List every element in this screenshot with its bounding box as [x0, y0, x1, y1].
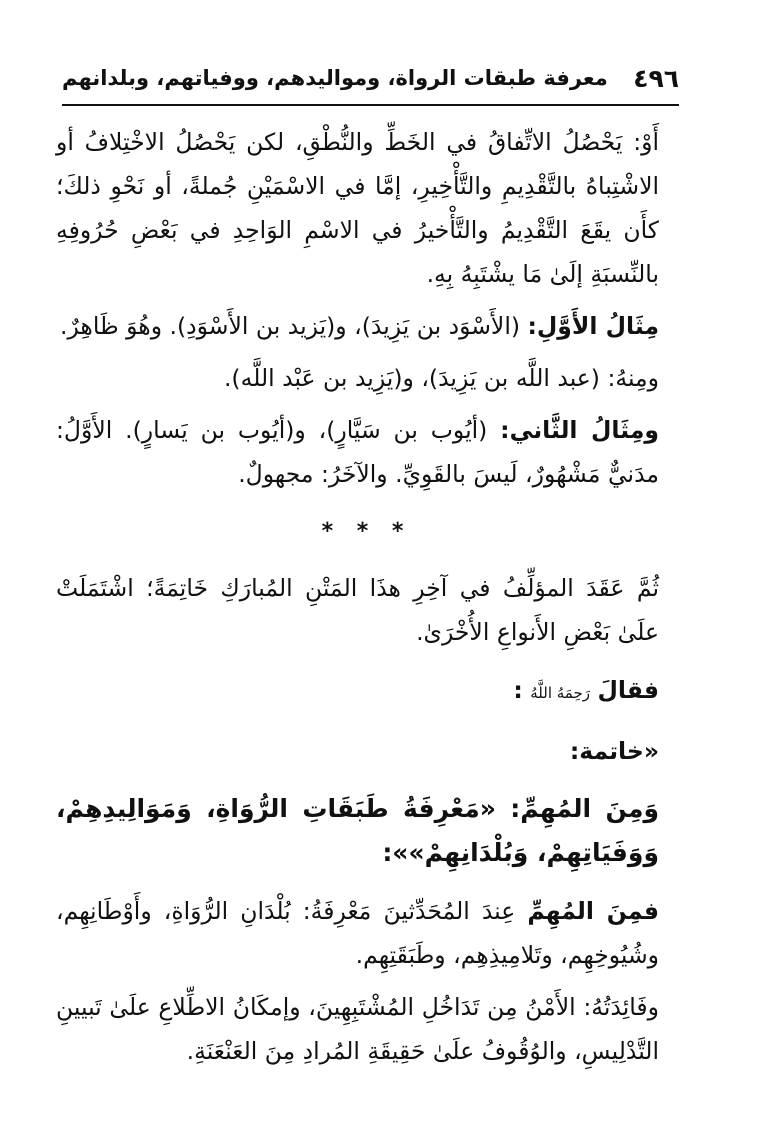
- page-body: [56, 120, 677, 1073]
- paragraph-benefit: وفَائِدَتُهُ: الأَمْنُ مِن تَدَاخُلِ المُشْتَبِهِينَ، وإمكَانُ الاطِّلاعِ علَىٰ تَبيينِ التَّدْلِيسِ، والوُقُوفُ علَىٰ حَقِيقَةِ المُرادِ مِنَ العَنْعَنَةِ.: [56, 993, 659, 1065]
- second-example-label: ومِثَالُ الثَّاني:: [500, 416, 659, 444]
- important-label: فمِنَ المُهِمِّ: [527, 897, 660, 925]
- honorific: رَحِمَهُ اللَّهُ: [530, 684, 590, 702]
- paragraph-author-said: [56, 668, 677, 715]
- first-example-label: مِثَالُ الأَوَّلِ:: [527, 312, 659, 340]
- page-header: [62, 58, 679, 98]
- conclusion-heading: «خاتمة:: [569, 737, 659, 765]
- author-said-colon: :: [513, 676, 523, 704]
- matn-quote: وَمِنَ المُهِمِّ: «مَعْرِفَةُ طَبَقَاتِ الرُّوَاةِ، وَمَوَالِيدِهِمْ، وَوَفَيَاتِهِمْ، وَبُلْدَانِهِمْ»»:: [56, 794, 659, 867]
- paragraph-conclusion-intro: ثُمَّ عَقَدَ المؤلِّفُ في آخِرِ هذَا المَتْنِ المُبارَكِ خَاتِمَةً؛ اشْتَمَلَتْ علَىٰ بَعْضِ الأَنواعِ الأُخْرَىٰ.: [56, 574, 659, 646]
- paragraph-definition: أَوْ: يَحْصُلُ الاتِّفاقُ في الخَطِّ والنُّطْقِ، لكن يَحْصُلُ الاخْتِلافُ أو الاشْتِباهُ بالتَّقْدِيمِ والتَّأْخِيرِ، إمَّا في الاسْمَيْنِ جُملةً، أو نَحْوِ ذلكَ؛ كأَن يقَعَ التَّقْدِيمُ والتَّأْخيرُ في الاسْمِ الوَاحِدِ في بَعْضِ حُرُوفِهِ بالنِّسبَةِ إلَىٰ مَا يشْتَبِهُ بِهِ.: [56, 128, 659, 288]
- paragraph-first-example: [56, 304, 677, 348]
- important-text: عِندَ المُحَدِّثينَ مَعْرِفَةُ: بُلْدَانِ الرُّوَاةِ، وأَوْطَانِهِم، وشُيُوخِهِم، وتَلامِيذِهِم، وطَبَقَتِهِم.: [56, 897, 659, 969]
- paragraph-important: [56, 889, 677, 977]
- paragraph-second-example: [56, 408, 677, 496]
- header-divider: [62, 104, 679, 106]
- page-number: ٤٩٦: [633, 63, 679, 93]
- second-example-text: (أيُوب بن سَيَّارٍ)، و(أيُوب بن يَسارٍ). الأَوَّلُ: مدَنيٌّ مَشْهُورٌ، لَيسَ بالقَوِيِّ. والآخَرُ: مجهولٌ.: [56, 416, 659, 488]
- author-said-label: فقالَ: [597, 676, 659, 704]
- paragraph-first-example-extra: ومِنهُ: (عبد اللَّه بن يَزِيدَ)، و(يَزِيد بن عَبْد اللَّه).: [223, 364, 659, 392]
- first-example-text: (الأَسْوَد بن يَزِيدَ)، و(يَزيد بن الأَسْوَدِ). وهُوَ ظَاهِرٌ.: [60, 312, 528, 340]
- running-title: معرفة طبقات الرواة، ومواليدهم، ووفياتهم، وبلدانهم: [62, 66, 608, 90]
- section-separator: * * *: [321, 519, 412, 544]
